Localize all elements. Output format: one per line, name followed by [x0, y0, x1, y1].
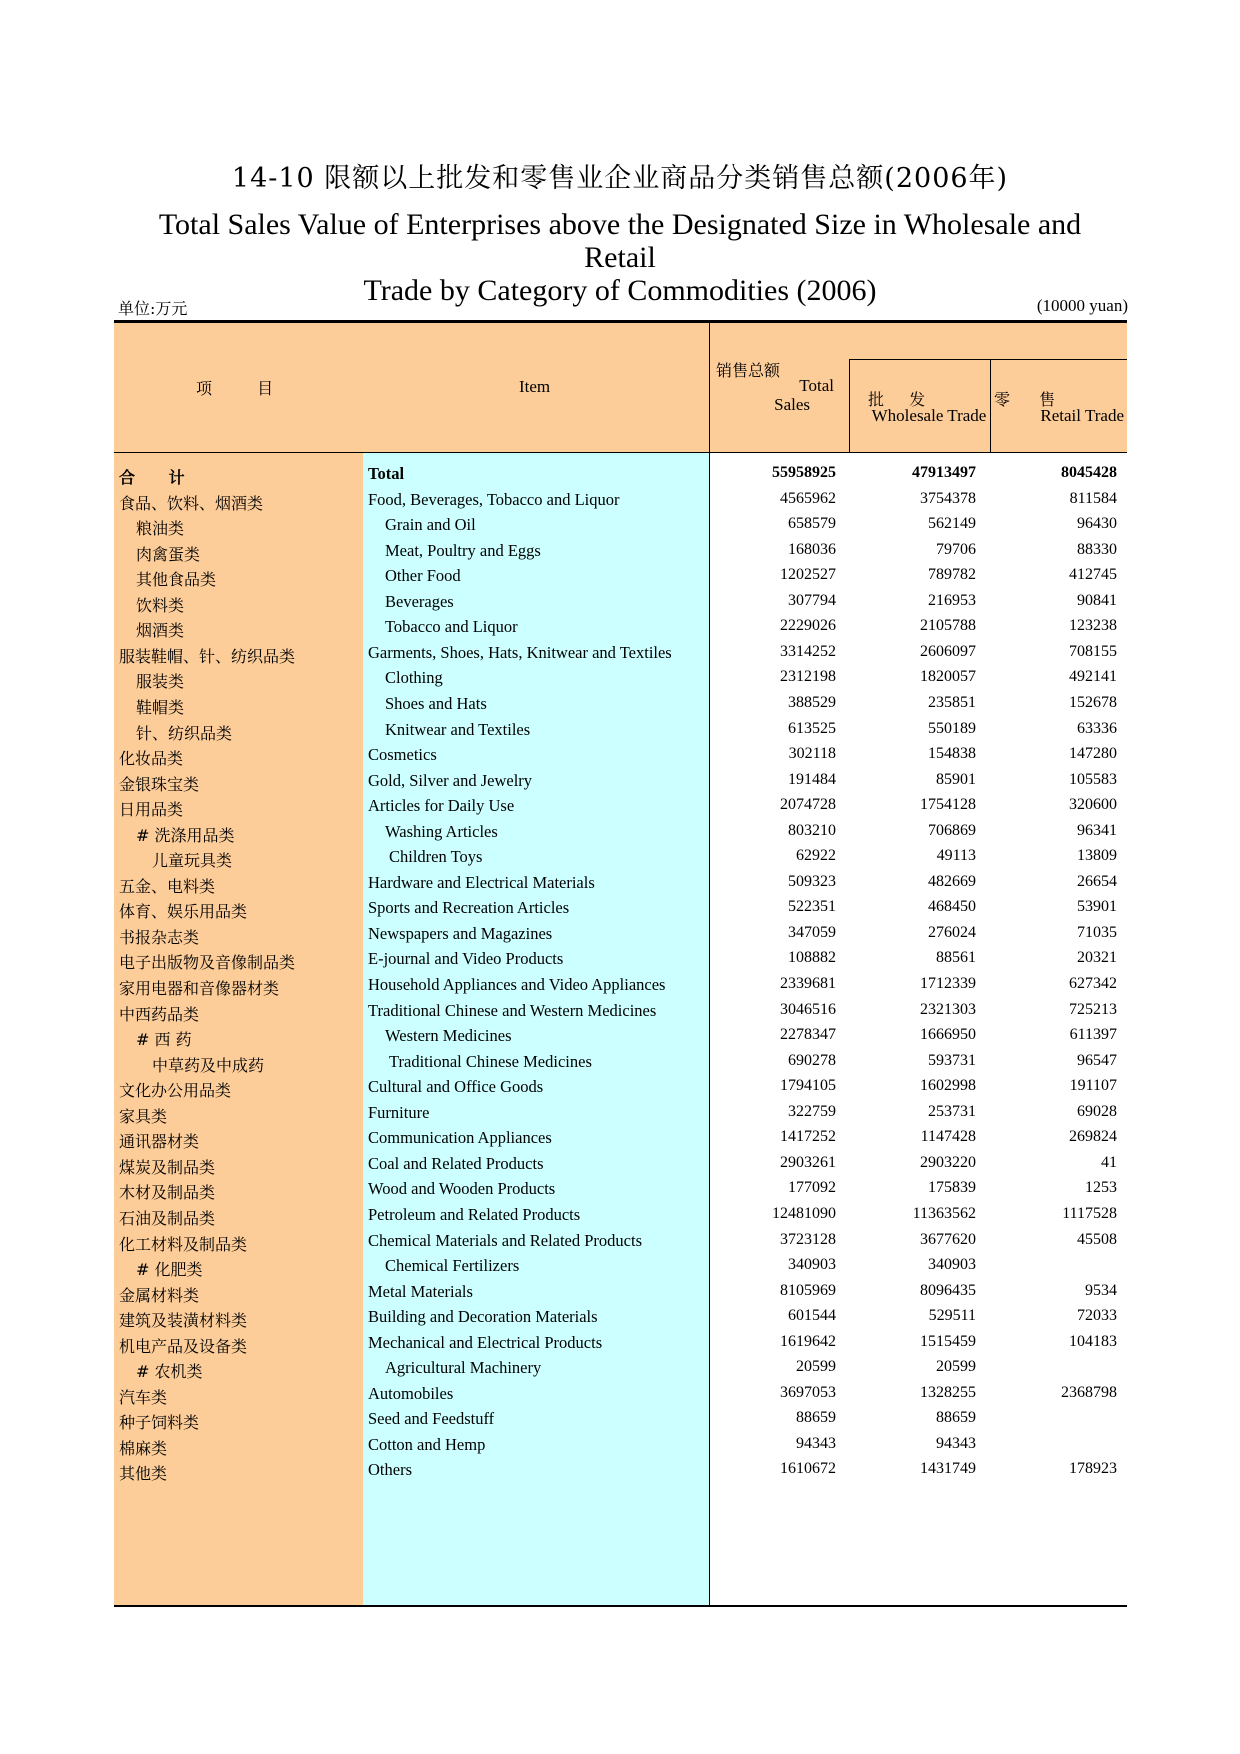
- row-item-cn: 棉麻类: [119, 1438, 168, 1458]
- row-item-cn: 电子出版物及音像制品类: [119, 953, 296, 973]
- row-item-en: Traditional Chinese Medicines: [389, 1051, 592, 1071]
- row-wholesale: 1666950: [920, 1026, 976, 1044]
- row-item-cn: 家用电器和音像器材类: [119, 979, 280, 998]
- row-retail: 69028: [1077, 1102, 1117, 1120]
- row-item-en: Knitwear and Textiles: [385, 719, 531, 739]
- row-item-cn: 服装鞋帽、针、纺织品类: [119, 646, 296, 666]
- row-wholesale: 1754128: [920, 796, 976, 814]
- row-retail: 178923: [1069, 1460, 1117, 1478]
- row-total-sales: 3697053: [780, 1383, 836, 1401]
- row-wholesale: 468450: [928, 898, 976, 916]
- row-item-en: Automobiles: [368, 1383, 454, 1403]
- row-total-sales: 12481090: [772, 1204, 836, 1222]
- table-row: [114, 921, 1127, 949]
- table-row: [114, 1253, 1127, 1281]
- table-bottom-rule: [114, 1605, 1127, 1607]
- row-wholesale: 789782: [928, 566, 976, 584]
- row-wholesale: 1602998: [920, 1077, 976, 1095]
- row-wholesale: 706869: [928, 821, 976, 839]
- table-row: [114, 512, 1127, 540]
- row-total-sales: 322759: [788, 1102, 836, 1120]
- row-wholesale: 1712339: [920, 975, 976, 992]
- row-item-en: Meat, Poultry and Eggs: [385, 540, 541, 560]
- row-wholesale: 88561: [936, 949, 976, 967]
- row-total-sales: 177092: [788, 1179, 836, 1197]
- row-wholesale: 253731: [928, 1102, 976, 1120]
- row-retail: 627342: [1069, 975, 1117, 992]
- table-row: [114, 998, 1127, 1026]
- table-row: [114, 1406, 1127, 1434]
- row-item-en: Garments, Shoes, Hats, Knitwear and Textiles: [368, 642, 672, 662]
- row-retail: 9534: [1085, 1281, 1117, 1299]
- page-title-en: [120, 208, 1120, 307]
- row-item-en: Clothing: [385, 668, 443, 688]
- row-retail: 53901: [1077, 898, 1117, 916]
- table-row: [114, 946, 1127, 974]
- table-row: [114, 844, 1127, 872]
- row-retail: 725213: [1069, 1000, 1117, 1018]
- table-body: [114, 453, 1127, 1605]
- row-item-en: Total: [368, 464, 405, 483]
- row-total-sales: 1417252: [780, 1128, 836, 1146]
- row-item-cn: 金银珠宝类: [119, 774, 200, 794]
- row-wholesale: 2105788: [920, 617, 976, 635]
- row-item-en: Others: [368, 1460, 412, 1480]
- row-item-en: Petroleum and Related Products: [368, 1204, 581, 1224]
- row-total-sales: 3314252: [780, 642, 836, 660]
- row-item-cn: # 洗涤用品类: [136, 825, 235, 845]
- row-total-sales: 2312198: [780, 668, 836, 686]
- row-item-cn: 金属材料类: [119, 1285, 200, 1305]
- row-retail: 492141: [1069, 668, 1117, 686]
- header-total-cn: 销售总额: [716, 361, 781, 380]
- header-divider: [849, 359, 850, 453]
- row-item-en: Seed and Feedstuff: [368, 1409, 495, 1429]
- row-retail: 2368798: [1061, 1383, 1117, 1401]
- row-total-sales: 1794105: [780, 1077, 836, 1095]
- table-row: [114, 1457, 1127, 1485]
- row-wholesale: 593731: [928, 1051, 976, 1069]
- row-item-cn: 木材及制品类: [119, 1183, 216, 1203]
- row-total-sales: 20599: [796, 1358, 836, 1376]
- row-total-sales: 2903261: [780, 1153, 836, 1171]
- row-item-en: Western Medicines: [385, 1026, 512, 1046]
- row-retail: 611397: [1069, 1026, 1117, 1044]
- row-retail: 71035: [1077, 923, 1117, 941]
- row-item-en: Hardware and Electrical Materials: [368, 872, 595, 892]
- table-row: [114, 614, 1127, 642]
- row-wholesale: 1515459: [920, 1332, 976, 1350]
- row-wholesale: 216953: [928, 591, 976, 609]
- row-item-cn: 其他食品类: [136, 570, 217, 590]
- row-wholesale: 529511: [928, 1307, 976, 1325]
- table-row: [114, 665, 1127, 693]
- row-total-sales: 340903: [788, 1256, 836, 1274]
- row-item-cn: 种子饲料类: [119, 1413, 200, 1433]
- row-retail: 708155: [1069, 642, 1117, 660]
- table-row: [114, 1100, 1127, 1128]
- row-total-sales: 803210: [788, 821, 836, 839]
- row-retail: 1117528: [1062, 1204, 1117, 1222]
- row-item-en: Mechanical and Electrical Products: [368, 1332, 603, 1352]
- header-item-en: Item: [519, 377, 551, 396]
- row-retail: 412745: [1069, 566, 1117, 584]
- row-wholesale: 276024: [928, 923, 976, 941]
- row-item-en: Traditional Chinese and Western Medicines: [368, 1000, 657, 1020]
- row-item-en: Building and Decoration Materials: [368, 1307, 598, 1327]
- row-retail: 88330: [1077, 540, 1117, 558]
- row-total-sales: 658579: [788, 515, 836, 533]
- row-item-cn: 鞋帽类: [136, 697, 185, 717]
- row-item-cn: 中西药品类: [119, 1004, 200, 1024]
- row-retail: 152678: [1069, 693, 1117, 711]
- header-divider: [709, 323, 710, 453]
- row-total-sales: 388529: [788, 693, 836, 711]
- row-item-cn: # 化肥类: [136, 1260, 203, 1280]
- row-retail: 63336: [1077, 719, 1117, 737]
- row-retail: 96341: [1077, 821, 1117, 839]
- row-wholesale: 49113: [936, 847, 976, 865]
- row-item-cn: 服装类: [136, 672, 185, 692]
- row-retail: 320600: [1069, 796, 1117, 814]
- row-item-en: Grain and Oil: [385, 515, 476, 535]
- row-wholesale: 20599: [936, 1358, 976, 1376]
- row-item-cn: 粮油类: [136, 519, 185, 539]
- row-wholesale: 8096435: [920, 1281, 976, 1299]
- row-wholesale: 85901: [936, 770, 976, 788]
- table-row: [114, 487, 1127, 515]
- row-item-cn: 体育、娱乐用品类: [119, 902, 248, 922]
- row-item-cn: 文化办公用品类: [119, 1081, 232, 1101]
- row-total-sales: 4565962: [780, 489, 836, 507]
- row-item-en: Metal Materials: [368, 1281, 473, 1301]
- row-item-en: Food, Beverages, Tobacco and Liquor: [368, 489, 620, 509]
- table-row: [114, 1202, 1127, 1230]
- row-wholesale: 79706: [936, 540, 976, 558]
- row-total-sales: 613525: [788, 719, 836, 737]
- table-row: [114, 819, 1127, 847]
- table-row: [114, 1023, 1127, 1051]
- table-row: [114, 1125, 1127, 1153]
- row-retail: 90841: [1077, 591, 1117, 609]
- row-item-en: Shoes and Hats: [385, 693, 487, 713]
- table-row: [114, 538, 1127, 566]
- row-wholesale: 550189: [928, 719, 976, 737]
- row-total-sales: 3046516: [780, 1000, 836, 1018]
- table-row: [114, 717, 1127, 745]
- table-row: [114, 563, 1127, 591]
- row-wholesale: 482669: [928, 872, 976, 890]
- row-item-en: Agricultural Machinery: [385, 1358, 542, 1378]
- row-wholesale: 1820057: [920, 668, 976, 686]
- row-item-cn: 日用品类: [119, 800, 184, 820]
- page-title-cn: 14-10 限额以上批发和零售业企业商品分类销售总额(2006年): [231, 163, 1009, 194]
- row-item-en: Coal and Related Products: [368, 1153, 544, 1173]
- table-row: [114, 691, 1127, 719]
- row-wholesale: 2903220: [920, 1153, 976, 1171]
- row-item-cn: 其他类: [119, 1464, 168, 1484]
- row-item-cn: # 农机类: [136, 1362, 203, 1382]
- row-wholesale: 3677620: [920, 1230, 976, 1248]
- row-wholesale: 154838: [928, 745, 976, 763]
- table-row: [114, 793, 1127, 821]
- row-item-en: Chemical Materials and Related Products: [368, 1230, 643, 1250]
- row-total-sales: 2339681: [780, 975, 836, 992]
- row-item-cn: 机电产品及设备类: [119, 1336, 248, 1356]
- header-wholesale-cn: 批 发: [868, 390, 936, 409]
- row-total-sales: 3723128: [780, 1230, 836, 1248]
- row-wholesale: 88659: [936, 1409, 976, 1427]
- row-retail: 8045428: [1061, 464, 1117, 481]
- row-wholesale: 562149: [928, 515, 976, 533]
- row-wholesale: 1328255: [920, 1383, 976, 1401]
- row-retail: 104183: [1069, 1332, 1117, 1350]
- table-row: [114, 972, 1127, 1000]
- unit-label-en: (10000 yuan): [1036, 296, 1128, 315]
- row-item-cn: 针、纺织品类: [136, 723, 233, 743]
- table-row: [114, 1381, 1127, 1409]
- row-item-en: Sports and Recreation Articles: [368, 898, 570, 918]
- row-item-en: E-journal and Video Products: [368, 949, 564, 969]
- header-retail-cn: 零 售: [994, 390, 1068, 409]
- row-total-sales: 8105969: [780, 1281, 836, 1299]
- table-row: [114, 870, 1127, 898]
- table-row: [114, 640, 1127, 668]
- row-item-cn: 烟酒类: [136, 621, 185, 641]
- row-total-sales: 55958925: [772, 464, 836, 481]
- header-total-en-2: Sales: [774, 395, 810, 414]
- row-wholesale: 47913497: [912, 464, 976, 481]
- row-retail: 191107: [1069, 1077, 1117, 1095]
- row-retail: 45508: [1077, 1230, 1117, 1248]
- row-item-cn: 化妆品类: [119, 749, 184, 769]
- row-item-en: Cosmetics: [368, 745, 437, 765]
- row-total-sales: 108882: [788, 949, 836, 967]
- row-total-sales: 94343: [796, 1434, 836, 1452]
- row-item-cn: 家具类: [119, 1106, 168, 1126]
- row-retail: 105583: [1069, 770, 1117, 788]
- row-item-en: Articles for Daily Use: [368, 796, 515, 816]
- row-item-en: Furniture: [368, 1102, 430, 1122]
- row-item-en: Cotton and Hemp: [368, 1434, 486, 1454]
- row-item-cn: 合 计: [119, 468, 185, 487]
- row-item-cn: 肉禽蛋类: [136, 544, 201, 564]
- row-retail: 269824: [1069, 1128, 1117, 1146]
- header-divider: [849, 359, 1127, 360]
- row-wholesale: 340903: [928, 1256, 976, 1274]
- row-item-cn: 建筑及装潢材料类: [119, 1311, 248, 1331]
- page-title-en-line1: Total Sales Value of Enterprises above the Designated Size in Wholesale and Retail: [158, 208, 1082, 274]
- row-item-en: Household Appliances and Video Appliances: [368, 975, 666, 994]
- table-row: [114, 1049, 1127, 1077]
- row-item-cn: 书报杂志类: [119, 927, 200, 947]
- table-header: [114, 323, 1127, 453]
- table-row: [114, 1151, 1127, 1179]
- row-retail: 20321: [1077, 949, 1117, 967]
- row-total-sales: 302118: [788, 745, 836, 763]
- row-item-en: Cultural and Office Goods: [368, 1077, 544, 1097]
- row-item-en: Beverages: [385, 591, 454, 611]
- row-wholesale: 2321303: [920, 1000, 976, 1018]
- row-total-sales: 88659: [796, 1409, 836, 1427]
- table-row: [114, 461, 1127, 489]
- row-total-sales: 347059: [788, 923, 836, 941]
- row-wholesale: 1431749: [920, 1460, 976, 1478]
- row-item-en: Gold, Silver and Jewelry: [368, 770, 533, 790]
- row-retail: 1253: [1085, 1179, 1117, 1197]
- row-total-sales: 509323: [788, 872, 836, 890]
- row-total-sales: 307794: [788, 591, 836, 609]
- table-row: [114, 1279, 1127, 1307]
- row-item-cn: 煤炭及制品类: [119, 1157, 216, 1177]
- row-total-sales: 1202527: [780, 566, 836, 584]
- row-total-sales: 168036: [788, 540, 836, 558]
- table-row: [114, 1304, 1127, 1332]
- row-item-cn: 通讯器材类: [119, 1132, 200, 1152]
- row-item-en: Washing Articles: [385, 821, 498, 841]
- row-item-en: Other Food: [385, 566, 461, 586]
- row-item-en: Wood and Wooden Products: [368, 1179, 556, 1199]
- row-item-en: Communication Appliances: [368, 1128, 552, 1148]
- row-retail: 72033: [1077, 1307, 1117, 1325]
- row-item-cn: 石油及制品类: [119, 1208, 216, 1228]
- row-total-sales: 62922: [796, 847, 836, 865]
- table-row: [114, 1432, 1127, 1460]
- row-retail: 41: [1101, 1153, 1117, 1171]
- row-item-en: Children Toys: [389, 847, 483, 867]
- header-total-en: Total: [799, 376, 834, 395]
- row-total-sales: 1610672: [780, 1460, 836, 1478]
- row-item-cn: # 西 药: [136, 1030, 192, 1050]
- row-item-cn: 饮料类: [136, 595, 185, 615]
- row-item-cn: 汽车类: [119, 1387, 168, 1407]
- row-retail: 123238: [1069, 617, 1117, 635]
- row-total-sales: 2229026: [780, 617, 836, 635]
- row-item-en: Newspapers and Magazines: [368, 923, 553, 943]
- row-wholesale: 94343: [936, 1434, 976, 1452]
- row-item-cn: 化工材料及制品类: [119, 1234, 248, 1254]
- page-title-en-line2: Trade by Category of Commodities (2006): [363, 274, 877, 307]
- sales-table: [114, 320, 1127, 1608]
- row-retail: 13809: [1077, 847, 1117, 865]
- row-retail: 26654: [1077, 872, 1117, 890]
- row-wholesale: 175839: [928, 1179, 976, 1197]
- header-retail-en: Retail Trade: [1040, 406, 1124, 425]
- row-wholesale: 3754378: [920, 489, 976, 507]
- row-retail: 147280: [1069, 745, 1117, 763]
- table-row: [114, 1074, 1127, 1102]
- row-item-cn: 食品、饮料、烟酒类: [119, 493, 264, 513]
- row-item-cn: 儿童玩具类: [152, 851, 233, 871]
- row-item-cn: 五金、电料类: [119, 876, 216, 896]
- row-total-sales: 1619642: [780, 1332, 836, 1350]
- row-total-sales: 522351: [788, 898, 836, 916]
- header-wholesale-en: Wholesale Trade: [871, 406, 987, 425]
- table-row: [114, 1176, 1127, 1204]
- row-item-en: Tobacco and Liquor: [385, 617, 518, 637]
- row-retail: 96547: [1077, 1051, 1117, 1069]
- unit-label-cn: 单位:万元: [118, 299, 188, 318]
- table-row: [114, 589, 1127, 617]
- row-retail: 811584: [1069, 489, 1117, 507]
- header-item-cn: 项 目: [196, 379, 274, 398]
- table-row: [114, 768, 1127, 796]
- row-total-sales: 2074728: [780, 796, 836, 814]
- row-total-sales: 601544: [788, 1307, 836, 1325]
- row-item-en: Chemical Fertilizers: [385, 1256, 520, 1276]
- row-total-sales: 2278347: [780, 1026, 836, 1044]
- row-total-sales: 690278: [788, 1051, 836, 1069]
- row-retail: 96430: [1077, 515, 1117, 533]
- row-wholesale: 1147428: [920, 1128, 976, 1146]
- row-wholesale: 235851: [928, 693, 976, 711]
- row-wholesale: 2606097: [920, 642, 976, 660]
- table-row: [114, 1228, 1127, 1256]
- row-wholesale: 11363562: [912, 1204, 976, 1222]
- row-item-cn: 中草药及中成药: [152, 1055, 265, 1075]
- row-total-sales: 191484: [788, 770, 836, 788]
- table-row: [114, 1355, 1127, 1383]
- table-row: [114, 895, 1127, 923]
- table-row: [114, 1330, 1127, 1358]
- table-row: [114, 742, 1127, 770]
